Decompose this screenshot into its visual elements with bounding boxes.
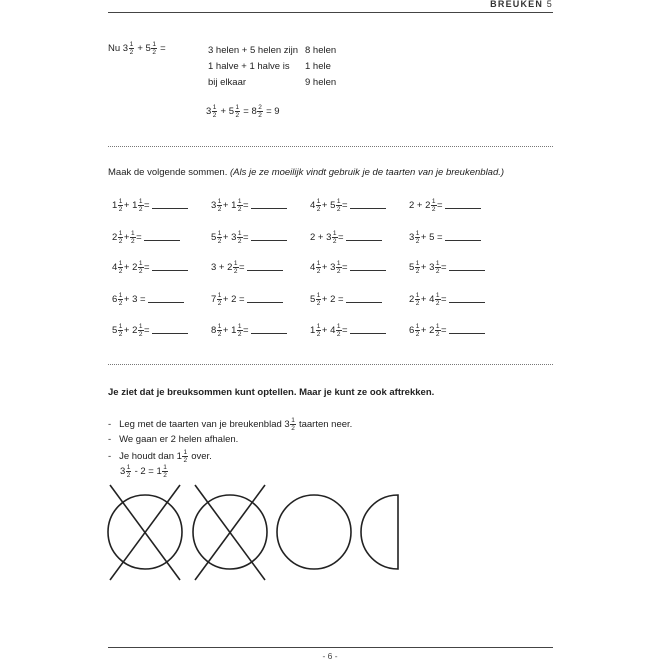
fraction: $\frac{1}{2}$ [237,230,242,245]
fraction: $\frac{1}{2}$ [237,323,242,338]
answer-blank[interactable] [346,234,382,241]
pies-illustration [100,480,410,585]
page-number: - 6 - [322,651,338,661]
example-prefix: Nu 3 [108,43,129,55]
page-header [108,0,553,13]
instruction [108,167,504,178]
exercise-item: 5 $\frac{1}{2}$ + 2 = [306,292,406,307]
fraction: $\frac{1}{2}$ [237,198,242,213]
subtract-line-3: - Je houdt dan 1 $\frac{1}{2}$ over. [108,449,212,464]
fraction: $\frac{1}{2}$ [316,260,321,275]
answer-blank[interactable] [350,264,386,271]
fraction: $\frac{1}{2}$ [415,323,420,338]
divider [108,364,553,365]
exercise-row [108,260,553,274]
fraction: $\frac{1}{2}$ [336,198,341,213]
fraction: $\frac{1}{2}$ [130,230,135,245]
answer-blank[interactable] [251,327,287,334]
example-equation: Nu 3 $\frac{1}{2}$ + 5 $\frac{1}{2}$ = [108,41,166,56]
fraction: $\frac{1}{2}$ [118,323,123,338]
fraction: $\frac{1}{2}$ [129,41,134,56]
fraction: $\frac{1}{2}$ [336,323,341,338]
answer-blank[interactable] [247,264,283,271]
exercise-item: 1 $\frac{1}{2}$ + 4 $\frac{1}{2}$ = [306,323,406,338]
fraction: $\frac{1}{2}$ [316,292,321,307]
fraction: $\frac{1}{2}$ [118,230,123,245]
answer-blank[interactable] [445,234,481,241]
exercise-item: 3 $\frac{1}{2}$ + 5 = [405,230,505,245]
fraction: $\frac{1}{2}$ [336,260,341,275]
example-column-2 [208,43,298,91]
footer-rule [108,647,553,648]
example-line: 3 helen + 5 helen zijn [208,45,299,56]
answer-blank[interactable] [152,202,188,209]
header-chapter-number: 5 [546,0,553,9]
fraction: $\frac{1}{2}$ [316,198,321,213]
exercise-item: 4 $\frac{1}{2}$ + 5 $\frac{1}{2}$ = [306,198,406,213]
answer-blank[interactable] [346,296,382,303]
exercise-item: 6 $\frac{1}{2}$ + 3 = [108,292,208,307]
exercise-item: 8 $\frac{1}{2}$ + 1 $\frac{1}{2}$ = [207,323,307,338]
exercise-row [108,230,553,244]
instruction-hint: (Als je ze moeilijk vindt gebruik je de taarten van je breukenblad.) [229,167,505,178]
header-title [490,0,553,9]
fraction: $\frac{1}{2}$ [435,292,440,307]
exercise-row [108,323,553,337]
exercise-item: 5 $\frac{1}{2}$ + 2 $\frac{1}{2}$ = [108,323,208,338]
fraction: $\frac{1}{2}$ [217,323,222,338]
answer-blank[interactable] [449,296,485,303]
answer-blank[interactable] [251,234,287,241]
divider [108,146,553,147]
exercise-row [108,292,553,306]
pie-whole [277,495,351,569]
fraction: $\frac{1}{2}$ [316,323,321,338]
exercise-item: 3 + 2 $\frac{1}{2}$ = [207,260,307,275]
fraction: $\frac{1}{2}$ [415,260,420,275]
example-line: 8 helen [305,45,337,56]
example-line: bij elkaar [208,77,247,88]
example-line: 1 hele [305,61,331,72]
fraction: $\frac{1}{2}$ [217,292,222,307]
fraction: $\frac{1}{2}$ [217,230,222,245]
exercise-item: 1 $\frac{1}{2}$ + 1 $\frac{1}{2}$ = [108,198,208,213]
exercise-item: 5 $\frac{1}{2}$ + 3 $\frac{1}{2}$ = [207,230,307,245]
subtract-line-1: - Leg met de taarten van je breukenblad 3 $\frac{1}{2}$ taarten neer. [108,417,353,432]
answer-blank[interactable] [350,202,386,209]
pie-half [361,495,398,569]
exercise-item: 2 + 2 $\frac{1}{2}$ = [405,198,505,213]
fraction: $\frac{1}{2}$ [138,323,143,338]
subtract-heading: Je ziet dat je breuksommen kunt optellen. Maar je kunt ze ook aftrekken. [108,387,435,398]
exercise-item: 4 $\frac{1}{2}$ + 3 $\frac{1}{2}$ = [306,260,406,275]
subtract-equation: 3 $\frac{1}{2}$ - 2 = 1 $\frac{1}{2}$ [120,464,167,479]
fraction: $\frac{1}{2}$ [152,41,156,56]
example-column-3 [305,43,336,91]
exercise-item: 6 $\frac{1}{2}$ + 2 $\frac{1}{2}$ = [405,323,505,338]
exercise-item: 2 $\frac{1}{2}$ + $\frac{1}{2}$ = [108,230,208,245]
fraction: $\frac{1}{2}$ [415,230,420,245]
fraction: $\frac{1}{2}$ [138,198,143,213]
exercise-item: 7 $\frac{1}{2}$ + 2 = [207,292,307,307]
fraction: $\frac{1}{2}$ [118,198,123,213]
fraction: $\frac{1}{2}$ [118,292,123,307]
example-line: 1 halve + 1 halve is [208,61,290,72]
fraction: $\frac{1}{2}$ [138,260,143,275]
exercise-item: 4 $\frac{1}{2}$ + 2 $\frac{1}{2}$ = [108,260,208,275]
answer-blank[interactable] [152,264,188,271]
answer-blank[interactable] [152,327,188,334]
fraction: $\frac{1}{2}$ [332,230,337,245]
fraction: $\frac{1}{2}$ [233,260,238,275]
answer-blank[interactable] [144,234,180,241]
fraction: $\frac{1}{2}$ [435,323,440,338]
subtract-line-2: - We gaan er 2 helen afhalen. [108,434,239,445]
fraction: $\frac{1}{2}$ [217,198,222,213]
answer-blank[interactable] [350,327,386,334]
exercise-item: 5 $\frac{1}{2}$ + 3 $\frac{1}{2}$ = [405,260,505,275]
exercise-item: 2 $\frac{1}{2}$ + 4 $\frac{1}{2}$ = [405,292,505,307]
fraction: $\frac{1}{2}$ [118,260,123,275]
exercise-row [108,198,553,212]
answer-blank[interactable] [449,327,485,334]
fraction: $\frac{1}{2}$ [415,292,420,307]
exercise-item: 3 $\frac{1}{2}$ + 1 $\frac{1}{2}$ = [207,198,307,213]
fraction: $\frac{1}{2}$ [435,260,440,275]
answer-blank[interactable] [247,296,283,303]
fraction: $\frac{1}{2}$ [431,198,436,213]
example-line: 9 helen [305,77,337,88]
header-title-text: BREUKEN [490,0,544,9]
answer-blank[interactable] [449,264,485,271]
answer-blank[interactable] [148,296,184,303]
answer-blank[interactable] [251,202,287,209]
example-result: 3 $\frac{1}{2}$ + 5 $\frac{1}{2}$ = 8 $\frac{2}{2}$ = 9 [206,104,280,119]
answer-blank[interactable] [445,202,481,209]
instruction-text: Maak de volgende sommen. [108,167,228,178]
exercise-item: 2 + 3 $\frac{1}{2}$ = [306,230,406,245]
